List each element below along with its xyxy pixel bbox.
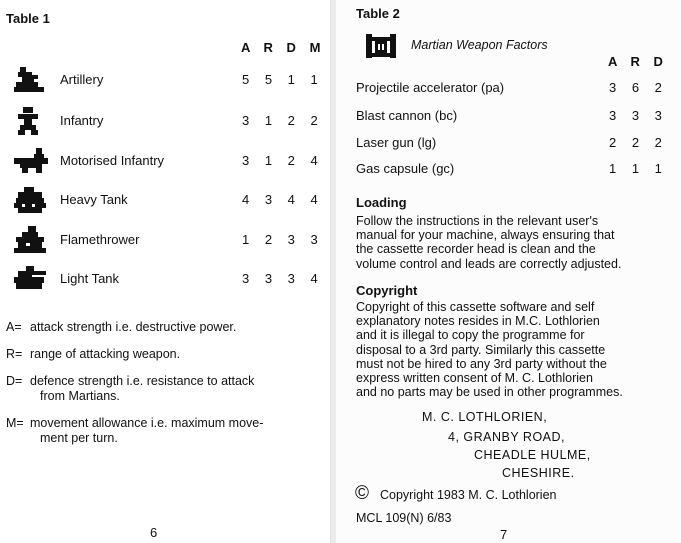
address-line-1: M. C. LOTHLORIEN,	[422, 410, 548, 424]
motorised-infantry-icon	[12, 146, 50, 176]
paragraph-line: and no parts may be used in other programmes.	[356, 385, 623, 400]
artillery-icon	[12, 65, 48, 95]
unit-name-flamethrower: Flamethrower	[60, 232, 140, 247]
paragraph-line: explanatory notes resides in M.C. Lothlorien	[356, 314, 600, 329]
table-1-title: Table 1	[6, 11, 50, 26]
weapon-values: 3 3 3	[609, 108, 668, 123]
legend-text-continued: ment per turn.	[40, 431, 118, 445]
table-2-header	[608, 54, 668, 69]
unit-name-artillery: Artillery	[60, 72, 104, 87]
paragraph-line: manual for your machine, always ensuring that	[356, 228, 615, 243]
legend-item-a	[6, 320, 326, 338]
legend-key: R=	[6, 347, 23, 361]
unit-name-light-tank: Light Tank	[60, 271, 120, 286]
copyright-heading: Copyright	[356, 283, 418, 298]
weapon-name: Projectile accelerator (pa)	[356, 80, 505, 95]
unit-values-flamethrower: 1 2 3 3	[242, 232, 324, 247]
legend-text: movement allowance i.e. maximum move-	[30, 416, 264, 430]
legend-item-d	[6, 374, 326, 406]
martian-logo-icon	[364, 31, 398, 61]
copyright-symbol: ©	[355, 483, 369, 504]
copyright-notice: Copyright 1983 M. C. Lothlorien	[380, 488, 557, 502]
address-line-2: 4, GRANBY ROAD,	[448, 430, 566, 444]
unit-name-infantry: Infantry	[60, 113, 104, 128]
left-page	[0, 0, 330, 543]
paragraph-line: and it is illegal to copy the programme for	[356, 328, 585, 343]
paragraph-line: Copyright of this cassette software and self	[356, 300, 595, 314]
paragraph-line: disposal to a 3rd party. Similarly this cassette	[356, 342, 606, 357]
header-m: M	[309, 40, 326, 55]
address-line-4: CHESHIRE.	[502, 466, 575, 480]
loading-heading: Loading	[356, 195, 407, 210]
legend-text: range of attacking weapon.	[30, 347, 181, 361]
legend-key: M=	[6, 416, 24, 430]
loading-paragraph	[356, 214, 656, 271]
weapon-values: 3 6 2	[609, 80, 668, 95]
paragraph-line: volume control and leads are correctly adjusted.	[356, 256, 622, 271]
weapon-name: Blast cannon (bc)	[356, 108, 458, 123]
unit-values-artillery: 5 5 1 1	[242, 72, 324, 87]
unit-values-heavy-tank: 4 3 4 4	[242, 192, 324, 207]
heavy-tank-icon	[12, 185, 48, 215]
legend-item-m	[6, 416, 326, 448]
copyright-paragraph	[356, 300, 656, 399]
paragraph-line: must not be hired to any 3rd party without the	[356, 356, 607, 371]
paragraph-line: Follow the instructions in the relevant user's	[356, 214, 599, 228]
unit-values-infantry: 3 1 2 2	[242, 113, 324, 128]
catalogue-code: MCL 109(N) 6/83	[356, 511, 452, 525]
weapon-values: 1 1 1	[609, 161, 668, 176]
legend-text: attack strength i.e. destructive power.	[30, 320, 237, 334]
legend-item-r	[6, 347, 326, 365]
legend-text-continued: from Martians.	[40, 389, 120, 403]
paragraph-line: express written consent of M. C. Lothlorien	[356, 371, 593, 386]
weapon-values: 2 2 2	[609, 135, 668, 150]
unit-values-motorised-infantry: 3 1 2 4	[242, 153, 324, 168]
weapon-name: Laser gun (lg)	[356, 135, 437, 150]
right-page	[336, 0, 681, 543]
light-tank-icon	[12, 263, 48, 293]
flamethrower-icon	[12, 225, 48, 255]
unit-values-light-tank: 3 3 3 4	[242, 271, 324, 286]
header-a: A	[608, 54, 622, 69]
address-line-3: CHEADLE HULME,	[474, 448, 591, 462]
legend-key: D=	[6, 374, 23, 388]
table-2-subtitle: Martian Weapon Factors	[411, 38, 548, 52]
legend-key: A=	[6, 320, 22, 334]
header-r: R	[263, 40, 278, 55]
page-number: 6	[150, 525, 158, 540]
unit-name-heavy-tank: Heavy Tank	[60, 192, 128, 207]
paragraph-line: the cassette recorder head is clean and the	[356, 242, 596, 257]
table-2-title: Table 2	[356, 6, 400, 21]
header-a: A	[241, 40, 255, 55]
legend-text: defence strength i.e. resistance to attack	[30, 374, 255, 388]
page-number: 7	[500, 527, 508, 542]
header-d: D	[286, 40, 301, 55]
unit-name-motorised-infantry: Motorised Infantry	[60, 153, 165, 168]
table-1-header	[241, 40, 325, 55]
header-d: D	[653, 54, 668, 69]
infantry-icon	[12, 106, 48, 136]
header-r: R	[630, 54, 645, 69]
weapon-name: Gas capsule (gc)	[356, 161, 455, 176]
